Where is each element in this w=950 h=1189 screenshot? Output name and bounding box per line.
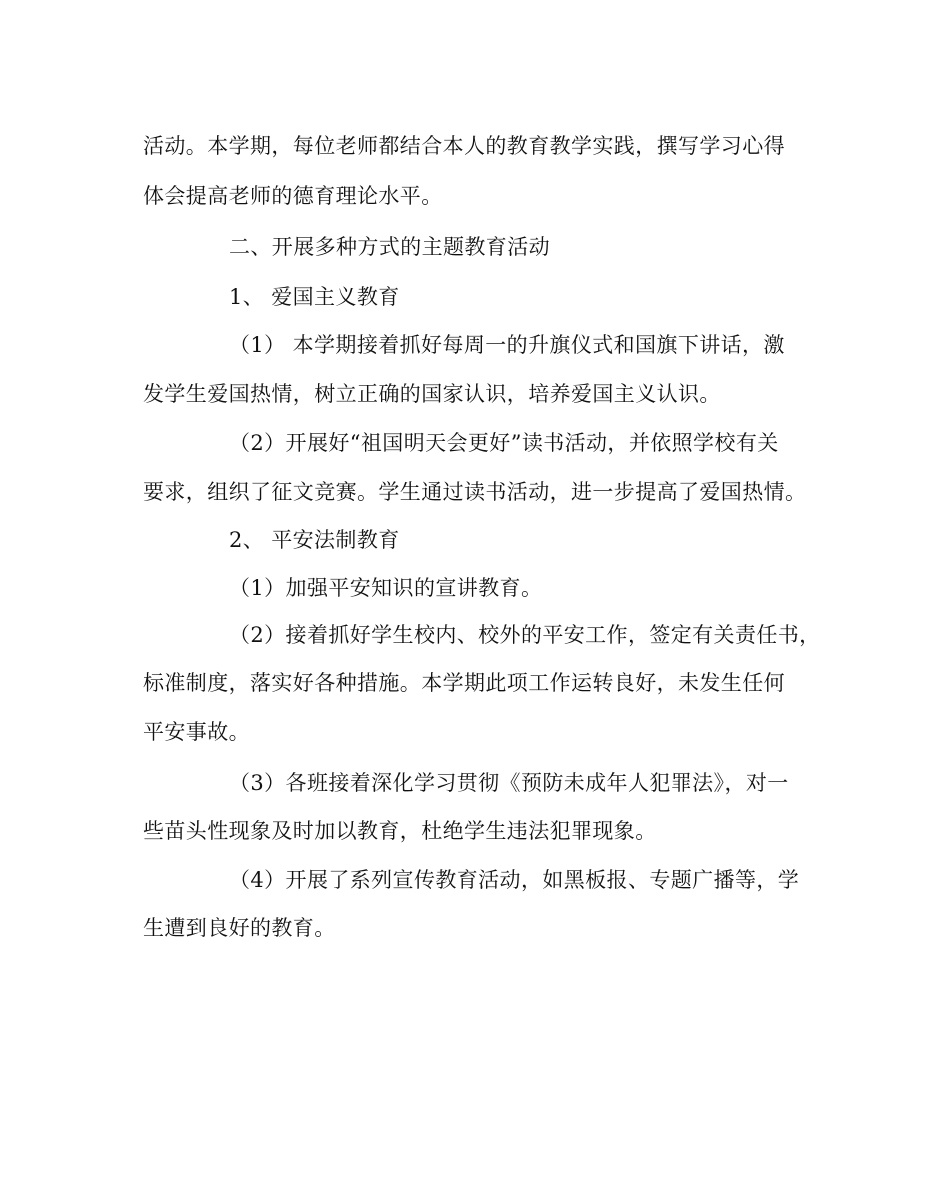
paragraph-line: 生遭到良好的教育。 bbox=[143, 916, 336, 940]
paragraph-line: 要求，组织了征文竞赛。学生通过读书活动，进一步提高了爱国热情。 bbox=[143, 480, 807, 504]
subsection-heading: 1、 爱国主义教育 bbox=[229, 285, 400, 309]
paragraph-line: 体会提高老师的德育理论水平。 bbox=[143, 184, 443, 208]
paragraph-line: （1）加强平安知识的宣讲教育。 bbox=[229, 576, 543, 600]
paragraph-line: （2）开展好“祖国明天会更好”读书活动，并依照学校有关 bbox=[229, 431, 779, 455]
section-heading: 二、开展多种方式的主题教育活动 bbox=[229, 235, 550, 259]
paragraph-line: （2）接着抓好学生校内、校外的平安工作，签定有关责任书， bbox=[229, 623, 821, 647]
paragraph-line: 些苗头性现象及时加以教育，杜绝学生违法犯罪现象。 bbox=[143, 819, 657, 843]
paragraph-line: 活动。本学期，每位老师都结合本人的教育教学实践，撰写学习心得 bbox=[143, 134, 785, 158]
paragraph-line: 标准制度，落实好各种措施。本学期此项工作运转良好，未发生任何 bbox=[143, 671, 785, 695]
paragraph-line: （3）各班接着深化学习贯彻《预防未成年人犯罪法》，对一 bbox=[229, 771, 789, 795]
paragraph-line: （4）开展了系列宣传教育活动，如黑板报、专题广播等，学 bbox=[229, 868, 800, 892]
paragraph-line: 发学生爱国热情，树立正确的国家认识，培养爱国主义认识。 bbox=[143, 382, 721, 406]
subsection-heading: 2、 平安法制教育 bbox=[229, 528, 400, 552]
paragraph-line: 平安事故。 bbox=[143, 720, 250, 744]
paragraph-line: （1） 本学期接着抓好每周一的升旗仪式和国旗下讲话，激 bbox=[229, 333, 785, 357]
